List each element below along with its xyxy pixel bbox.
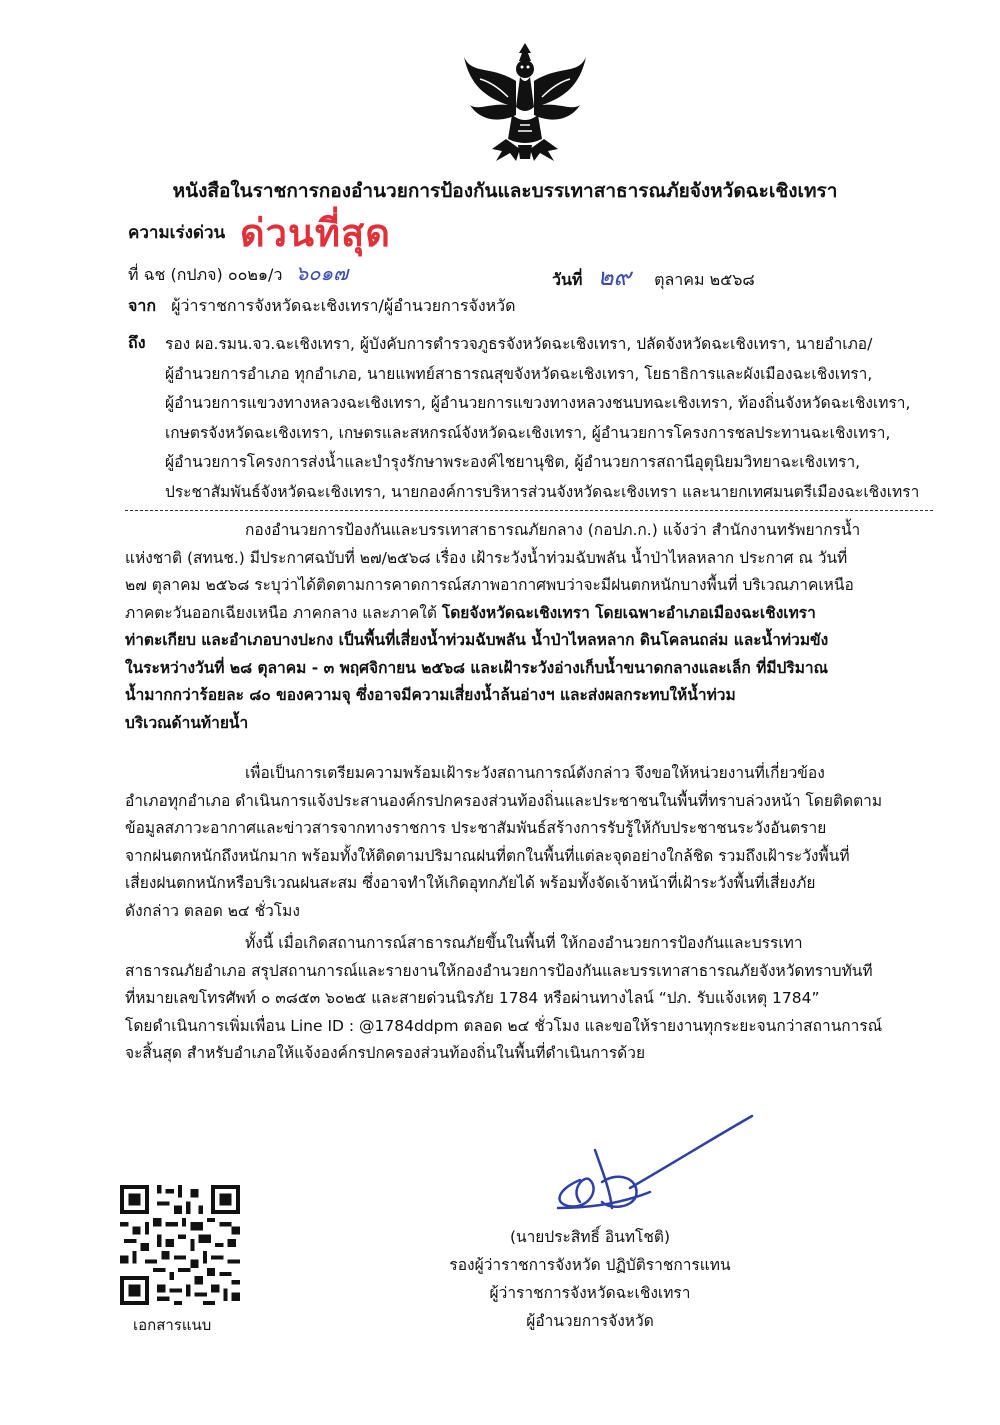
paragraph-line: ข้อมูลสภาวะอากาศและข่าวสารจากทางราชการ ประชาสัมพันธ์สร้างการรับรู้ให้กับประชาชนระวังอันตราย [125, 819, 827, 837]
recipient-line: ประชาสัมพันธ์จังหวัดฉะเชิงเทรา, นายกองค์การบริหารส่วนจังหวัดฉะเชิงเทรา และนายกเทศมนตรีเมืองฉะเชิงเทรา [165, 482, 920, 501]
recipient-line: ผู้อำนวยการอำเภอ ทุกอำเภอ, นายแพทย์สาธารณสุขจังหวัดฉะเชิงเทรา, โยธาธิการและผังเมืองฉะเชิงเทรา, [165, 364, 873, 383]
paragraph-line: อำเภอทุกอำเภอ ดำเนินการแจ้งประสานองค์กรปกครองส่วนท้องถิ่นและประชาชนในพื้นที่ทราบล่วงหน้า โดยติดตาม [125, 791, 883, 810]
signatory-position: ผู้อำนวยการจังหวัด [526, 1312, 654, 1330]
paragraph-line: ๒๗ ตุลาคม ๒๕๖๘ ระบุว่าได้ติดตามการคาดการณ์สภาพอากาศพบว่าจะมีฝนตกหนักบางพื้นที่ บริเวณภาคเหนือ [125, 576, 854, 594]
paragraph-line: ดังกล่าว ตลอด ๒๔ ชั่วโมง [125, 901, 300, 920]
paragraph-line: เสี่ยงฝนตกหนักหรือบริเวณฝนสะสม ซึ่งอาจทำให้เกิดอุทกภัยได้ พร้อมทั้งจัดเจ้าหน้าที่เฝ้าระวังพื้นที่เสี่ยงภัย [125, 874, 816, 892]
date-month-year: ตุลาคม ๒๕๖๘ [654, 270, 755, 289]
document-title: หนังสือในราชการกองอำนวยการป้องกันและบรรเทาสาธารณภัยจังหวัดฉะเชิงเทรา [172, 180, 838, 202]
urgency-label: ความเร่งด่วน [128, 223, 226, 243]
recipient-line: เกษตรจังหวัดฉะเชิงเทรา, เกษตรและสหกรณ์จังหวัดฉะเชิงเทรา, ผู้อำนวยการโครงการชลประทานฉะเชิงเทรา, [165, 423, 891, 442]
reference-number: ๖๐๑๗ [295, 261, 349, 285]
signature-block [410, 1223, 770, 1335]
paragraph-line: ในระหว่างวันที่ ๒๘ ตุลาคม - ๓ พฤศจิกายน ๒๕๖๘ และเฝ้าระวังอ่างเก็บน้ำขนาดกลางและเล็ก ที่มีปริมาณ [125, 658, 829, 677]
date-label: วันที่ [552, 270, 583, 289]
garuda-emblem-icon [460, 35, 590, 170]
paragraph-line-bold: โดยจังหวัดฉะเชิงเทรา โดยเฉพาะอำเภอเมืองฉะเชิงเทรา [441, 603, 816, 622]
recipient-line: ผู้อำนวยการแขวงทางหลวงฉะเชิงเทรา, ผู้อำนวยการแขวงทางหลวงชนบทฉะเชิงเทรา, ท้องถิ่นจังหวัดฉะเชิงเทรา, [165, 394, 911, 412]
paragraph-line: สาธารณภัยอำเภอ สรุปสถานการณ์และรายงานให้กองอำนวยการป้องกันและบรรเทาสาธารณภัยจังหวัดทราบทันที [125, 961, 873, 980]
paragraph-line-start: ภาคตะวันออกเฉียงเหนือ ภาคกลาง และภาคใต้ [125, 603, 442, 622]
recipients-block [165, 330, 940, 507]
signatory-name: (นายประสิทธิ์ อินทโชติ) [509, 1228, 671, 1246]
paragraph-line [125, 600, 935, 628]
qr-code-image [120, 1185, 240, 1305]
from-line [128, 294, 516, 319]
reference-label: ที่ ฉช (กปภจ) ๐๐๒๑/ว [128, 265, 283, 284]
paragraph-line: แห่งชาติ (สทนช.) มีประกาศฉบับที่ ๒๗/๒๕๖๘ เรื่อง เฝ้าระวังน้ำท่วมฉับพลัน น้ำป่าไหลหลาก ประกาศ ณ วันที่ [125, 548, 848, 567]
paragraph-3 [125, 930, 935, 1068]
date-line [552, 257, 755, 296]
to-label: ถึง [128, 333, 146, 352]
paragraph-line: ที่หมายเลขโทรศัพท์ ๐ ๓๘๕๓ ๖๐๒๕ และสายด่วนนิรภัย 1784 หรือผ่านทางไลน์ “ปภ. รับแจ้งเหตุ 1784” [125, 989, 820, 1007]
separator-line [125, 510, 933, 511]
recipient-line: รอง ผอ.รมน.จว.ฉะเชิงเทรา, ผู้บังคับการตำรวจภูธรจังหวัดฉะเชิงเทรา, ปลัดจังหวัดฉะเชิงเทรา, นายอำเภอ/ [165, 335, 873, 353]
date-day: ๒๙ [597, 263, 631, 291]
signatory-position: ผู้ว่าราชการจังหวัดฉะเชิงเทรา [489, 1284, 691, 1302]
paragraph-line: จะสิ้นสุด สำหรับอำเภอให้แจ้งองค์กรปกครองส่วนท้องถิ่นในพื้นที่ดำเนินการด้วย [125, 1044, 646, 1062]
paragraph-line: บริเวณด้านท้ายน้ำ [125, 713, 249, 732]
paragraph-line: น้ำมากกว่าร้อยละ ๘๐ ของความจุ ซึ่งอาจมีความเสี่ยงน้ำล้นอ่างฯ และส่งผลกระทบให้น้ำท่วม [125, 686, 736, 704]
paragraph-1 [125, 517, 935, 737]
attachment-label: เอกสารแนบ [133, 1316, 212, 1334]
reference-line [128, 257, 348, 289]
signature-image [540, 1110, 760, 1220]
paragraph-line: จากฝนตกหนักถึงหนักมาก พร้อมทั้งให้ติดตามปริมาณฝนที่ตกในพื้นที่แต่ละจุดอย่างใกล้ชิด รวมถึงเฝ้าระวังพื้นที่ [125, 846, 850, 865]
urgency-stamp: ด่วนที่สุด [240, 210, 391, 255]
paragraph-line: เพื่อเป็นการเตรียมความพร้อมเฝ้าระวังสถานการณ์ดังกล่าว จึงขอให้หน่วยงานที่เกี่ยวข้อง [245, 764, 825, 782]
paragraph-2 [125, 760, 935, 925]
paragraph-line: กองอำนวยการป้องกันและบรรเทาสาธารณภัยกลาง (กอปภ.ก.) แจ้งว่า สำนักงานทรัพยากรน้ำ [245, 521, 861, 539]
paragraph-line: โดยดำเนินการเพิ่มเพื่อน Line ID : @1784ddpm ตลอด ๒๔ ชั่วโมง และขอให้รายงานทุกระยะจนกว่าสถานการณ์ [125, 1016, 883, 1035]
paragraph-line: ท่าตะเกียบ และอำเภอบางปะกง เป็นพื้นที่เสี่ยงน้ำท่วมฉับพลัน น้ำป่าไหลหลาก ดินโคลนถล่ม และน้ำท่วมขัง [125, 631, 829, 649]
paragraph-line: ทั้งนี้ เมื่อเกิดสถานการณ์สาธารณภัยขึ้นในพื้นที่ ให้กองอำนวยการป้องกันและบรรเทา [245, 934, 803, 952]
recipient-line: ผู้อำนวยการโครงการส่งน้ำและบำรุงรักษาพระองค์ไชยานุชิต, ผู้อำนวยการสถานีอุตุนิยมวิทยาฉะเชิงเทรา, [165, 453, 861, 471]
from-value: ผู้ว่าราชการจังหวัดฉะเชิงเทรา/ผู้อำนวยการจังหวัด [171, 296, 516, 315]
signatory-position: รองผู้ว่าราชการจังหวัด ปฏิบัติราชการแทน [449, 1256, 731, 1274]
from-label: จาก [128, 296, 157, 315]
